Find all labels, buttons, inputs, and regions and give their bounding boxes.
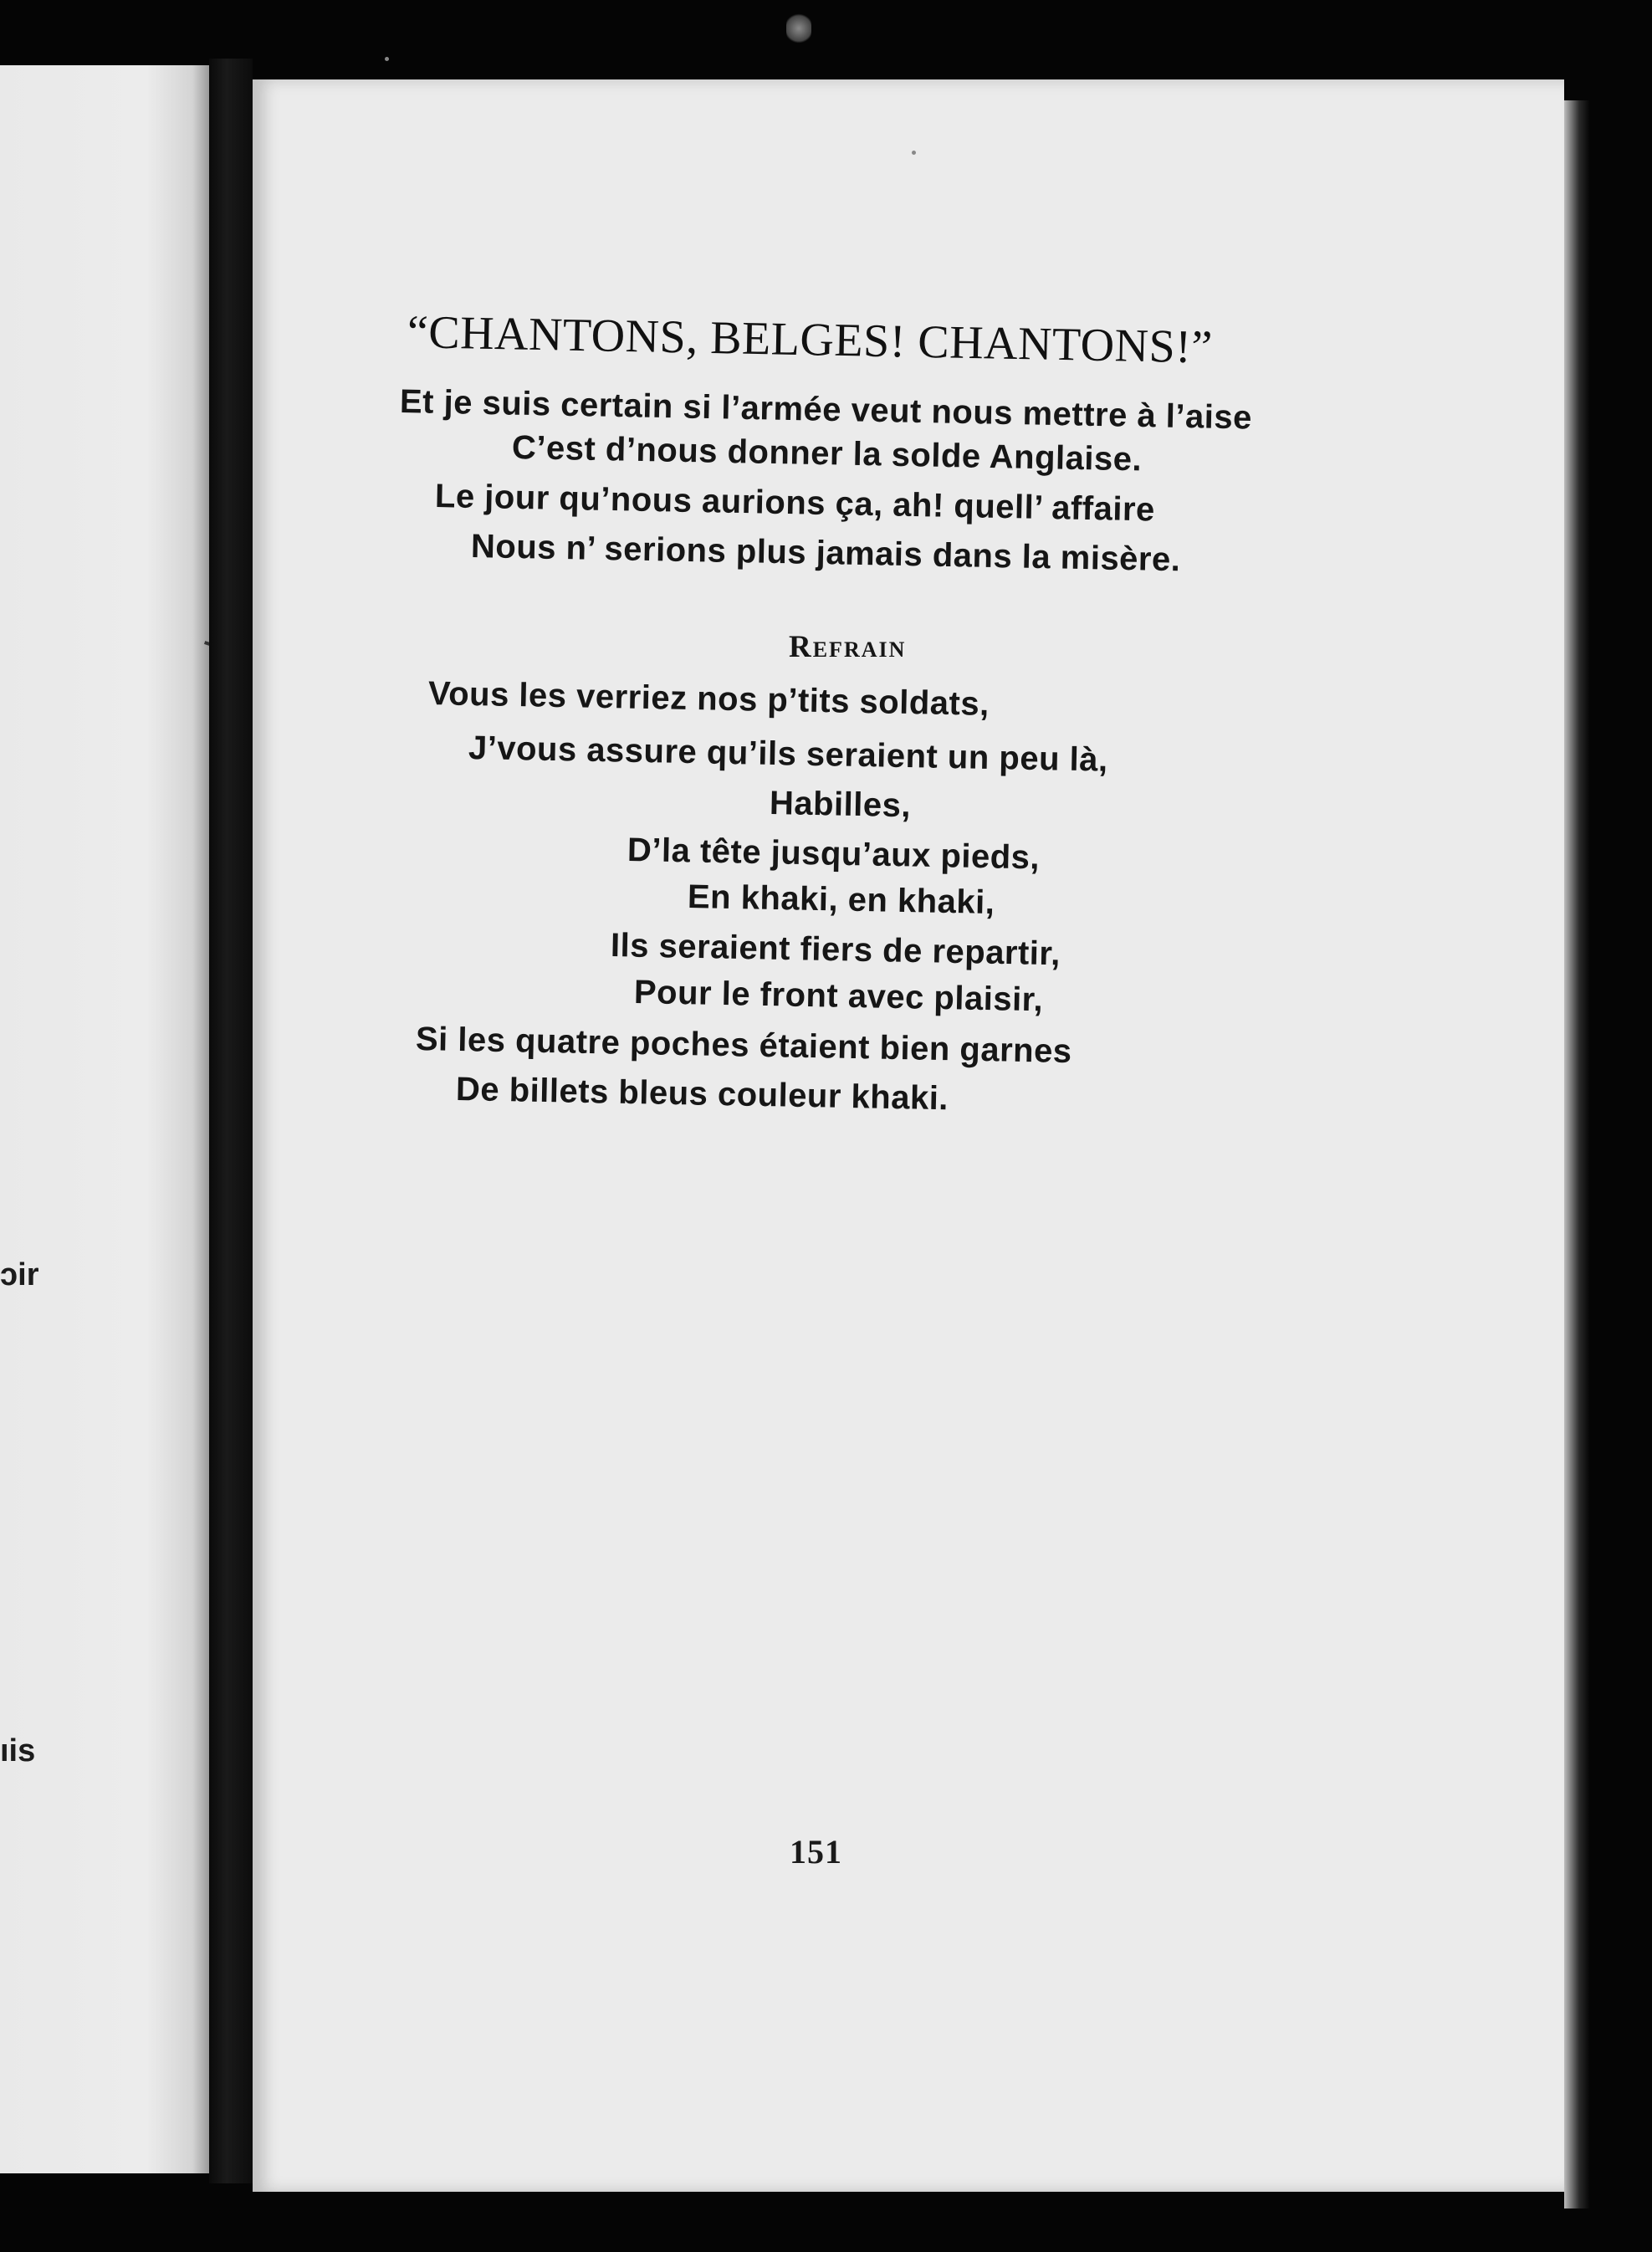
refrain-line: Vous les verriez nos p’tits soldats, xyxy=(427,675,990,723)
refrain-line: Pour le front avec plaisir, xyxy=(633,974,1044,1019)
page-edge xyxy=(1564,100,1589,2208)
left-page-fragment: ɔir xyxy=(0,1257,39,1292)
book-gutter xyxy=(209,59,253,2183)
refrain-line: Ils seraient fiers de repartir, xyxy=(610,927,1061,973)
refrain-line: Habilles, xyxy=(769,785,912,825)
refrain-line: En khaki, en khaki, xyxy=(687,878,995,922)
refrain-line: De billets bleus couleur khaki. xyxy=(455,1071,949,1118)
verse-line: Nous n’ serions plus jamais dans la misère. xyxy=(470,528,1181,579)
page-number: 151 xyxy=(790,1833,842,1871)
scan-speck xyxy=(385,57,389,61)
scan-speck xyxy=(912,151,916,155)
left-page-fragment: ıis xyxy=(0,1733,36,1768)
verse-line: Et je suis certain si l’armée veut nous mettre à l’aise xyxy=(399,383,1253,437)
refrain-line: Si les quatre poches étaient bien garnes xyxy=(415,1021,1072,1071)
refrain-line: J’vous assure qu’ils seraient un peu là, xyxy=(468,729,1109,779)
song-title: “CHANTONS, BELGES! CHANTONS!” xyxy=(407,306,1214,374)
verse-line: C’est d’nous donner la solde Anglaise. xyxy=(511,429,1143,479)
refrain-heading: Refrain xyxy=(789,630,907,664)
scan-smudge xyxy=(786,12,811,45)
left-facing-page xyxy=(0,65,209,2173)
refrain-line: D’la tête jusqu’aux pieds, xyxy=(627,832,1041,877)
verse-line: Le jour qu’nous aurions ça, ah! quell’ affaire xyxy=(434,478,1156,529)
